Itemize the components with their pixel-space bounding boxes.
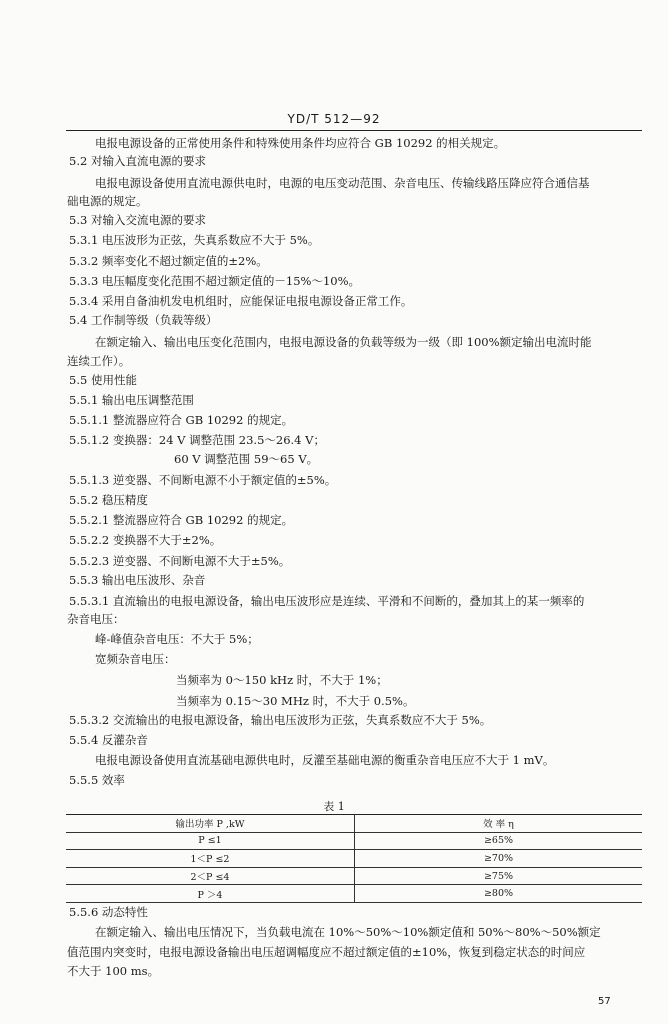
- column-header: 效 率 η: [355, 815, 643, 833]
- text-line: 5.5 使用性能: [69, 373, 137, 387]
- text-line: 5.5.1.1 整流器应符合 GB 10292 的规定。: [69, 413, 294, 427]
- text-line: 5.5.4 反灌杂音: [69, 733, 148, 747]
- page-number: 57: [598, 996, 611, 1007]
- table-row: [66, 867, 642, 885]
- text-line: 5.3.4 采用自备油机发电机组时，应能保证电报电源设备正常工作。: [69, 294, 413, 308]
- text-line: 值范围内突变时，电报电源设备输出电压超调幅度应不超过额定值的±10%，恢复到稳定状态的时间应: [67, 945, 586, 959]
- table-cell: P ≤1: [66, 832, 355, 850]
- table-cell: ≥70%: [355, 850, 643, 868]
- header-rule: [66, 130, 642, 131]
- efficiency-table: [66, 814, 642, 903]
- table-cell: ≥75%: [355, 867, 643, 885]
- text-line: 5.5.6 动态特性: [69, 905, 148, 919]
- table-header-row: [66, 815, 642, 833]
- text-line: 峰-峰值杂音电压：不大于 5%；: [95, 632, 259, 646]
- text-line: 础电源的规定。: [67, 194, 148, 208]
- table-cell: ≥65%: [355, 832, 643, 850]
- text-line: 5.5.2.3 逆变器、不间断电源不大于±5%。: [69, 554, 291, 568]
- text-line: 在额定输入、输出电压变化范围内，电报电源设备的负载等级为一级（即 100%额定输出电流时能: [95, 335, 592, 349]
- text-line: 5.4 工作制等级（负载等级）: [69, 313, 218, 327]
- table-caption: 表 1: [323, 800, 345, 813]
- text-line: 5.5.3.2 交流输出的电报电源设备，输出电压波形为正弦，失真系数应不大于 5%。: [69, 713, 492, 727]
- table-cell: 1＜P ≤2: [66, 850, 355, 868]
- text-line: 5.5.1 输出电压调整范围: [69, 393, 194, 407]
- table-row: [66, 885, 642, 903]
- document-header: YD/T 512—92: [287, 112, 381, 126]
- table-cell: P ＞4: [66, 885, 355, 903]
- text-line: 在额定输入、输出电压情况下，当负载电流在 10%～50%～10%额定值和 50%～80%～50%额定: [95, 925, 601, 939]
- table-row: [66, 850, 642, 868]
- text-line: 5.3.3 电压幅度变化范围不超过额定值的－15%～10%。: [69, 274, 361, 288]
- table-row: [66, 832, 642, 850]
- text-line: 电报电源设备使用直流电源供电时，电源的电压变动范围、杂音电压、传输线路压降应符合通信基: [95, 176, 590, 190]
- text-line: 5.2 对输入直流电源的要求: [69, 154, 206, 168]
- text-line: 5.5.2 稳压精度: [69, 493, 148, 507]
- text-line: 60 V 调整范围 59～65 V。: [174, 452, 319, 466]
- table-cell: ≥80%: [355, 885, 643, 903]
- text-line: 宽频杂音电压：: [95, 652, 176, 666]
- text-line: 5.3.2 频率变化不超过额定值的±2%。: [69, 254, 268, 268]
- text-line: 5.5.3.1 直流输出的电报电源设备，输出电压波形应是连续、平滑和不间断的，叠加其上的某一频率的: [69, 594, 585, 608]
- text-line: 电报电源设备使用直流基础电源供电时，反灌至基础电源的衡重杂音电压应不大于 1 mV。: [95, 753, 555, 767]
- text-line: 5.5.5 效率: [69, 773, 125, 787]
- text-line: 当频率为 0.15～30 MHz 时，不大于 0.5%。: [176, 694, 415, 708]
- text-line: 杂音电压：: [67, 612, 125, 626]
- column-header: 输出功率 P ,kW: [66, 815, 355, 833]
- text-line: 5.5.2.2 变换器不大于±2%。: [69, 533, 222, 547]
- text-line: 5.5.1.2 变换器：24 V 调整范围 23.5～26.4 V；: [69, 433, 325, 447]
- text-line: 当频率为 0～150 kHz 时，不大于 1%；: [176, 673, 388, 687]
- text-line: 5.3.1 电压波形为正弦，失真系数应不大于 5%。: [69, 233, 320, 247]
- text-line: 5.5.1.3 逆变器、不间断电源不小于额定值的±5%。: [69, 473, 337, 487]
- text-line: 不大于 100 ms。: [67, 964, 160, 978]
- text-line: 5.5.2.1 整流器应符合 GB 10292 的规定。: [69, 513, 294, 527]
- text-line: 电报电源设备的正常使用条件和特殊使用条件均应符合 GB 10292 的相关规定。: [95, 136, 506, 150]
- text-line: 5.3 对输入交流电源的要求: [69, 213, 206, 227]
- text-line: 5.5.3 输出电压波形、杂音: [69, 573, 206, 587]
- text-line: 连续工作）。: [67, 354, 131, 368]
- table-cell: 2＜P ≤4: [66, 867, 355, 885]
